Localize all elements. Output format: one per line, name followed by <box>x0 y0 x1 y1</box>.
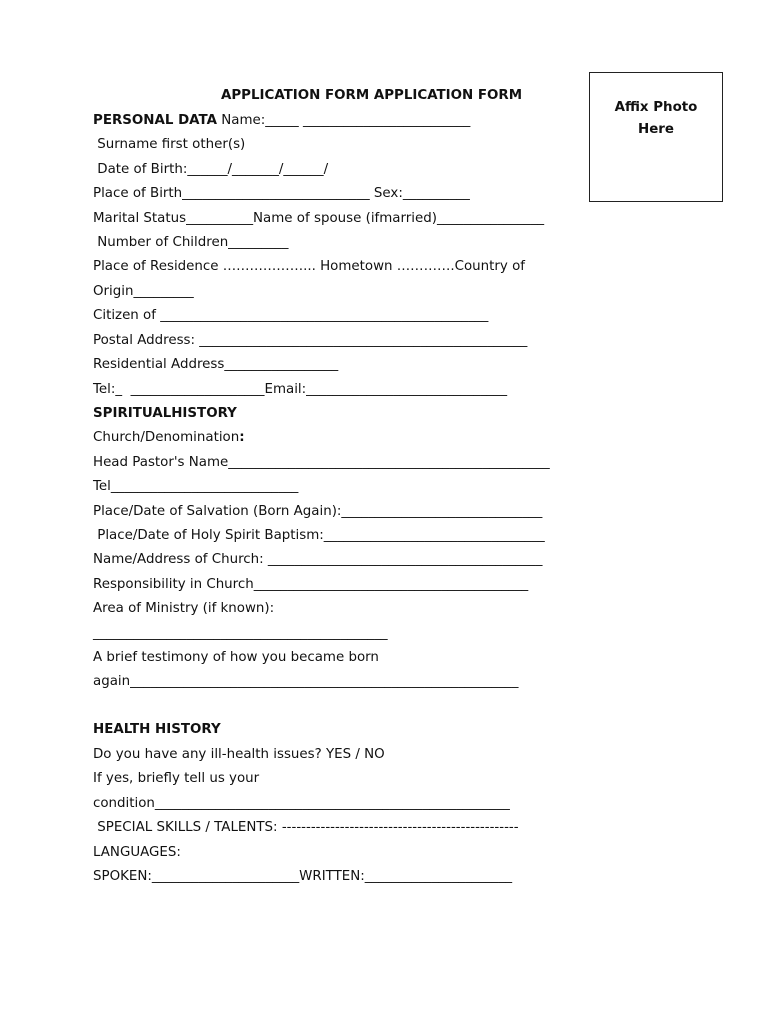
church-denomination-text: Church/Denomination <box>93 430 240 445</box>
name-field[interactable]: Name:_____ _________________________ <box>216 113 471 128</box>
marital-status-field[interactable]: Marital Status__________Name of spouse (ifmarried)________________ <box>93 211 545 226</box>
church-denomination-label <box>93 430 245 446</box>
residence-field[interactable]: Place of Residence ………………... Hometown ………….Country of <box>93 259 525 274</box>
citizen-field[interactable]: Citizen of _________________________________________________ <box>93 308 489 323</box>
area-of-ministry-label: Area of Ministry (if known): <box>93 601 275 616</box>
photo-box-label-line2: Here <box>638 122 674 137</box>
postal-address-field[interactable]: Postal Address: _________________________________________________ <box>93 333 528 348</box>
tel-email-field[interactable]: Tel:_ ____________________Email:______________________________ <box>93 382 508 397</box>
photo-box <box>589 72 723 202</box>
church-address-field[interactable]: Name/Address of Church: _________________________________________ <box>93 552 543 567</box>
dob-field[interactable]: Date of Birth:______/_______/______/ <box>93 162 329 177</box>
form-title: APPLICATION FORM APPLICATION FORM <box>221 88 523 103</box>
responsibility-field[interactable]: Responsibility in Church_________________________________________ <box>93 577 529 592</box>
pastor-tel-field[interactable]: Tel____________________________ <box>93 479 299 494</box>
head-pastor-field[interactable]: Head Pastor's Name________________________________________________ <box>93 455 550 470</box>
health-question: Do you have any ill-health issues? YES / NO <box>93 747 385 762</box>
photo-box-label-line1: Affix Photo <box>614 100 698 115</box>
condition-field[interactable]: condition_____________________________________________________ <box>93 796 510 811</box>
health-ifyes-label: If yes, briefly tell us your <box>93 771 260 786</box>
baptism-field[interactable]: Place/Date of Holy Spirit Baptism:_________________________________ <box>93 528 545 543</box>
spoken-written-field[interactable]: SPOKEN:______________________WRITTEN:______________________ <box>93 869 513 884</box>
area-of-ministry-field[interactable]: ____________________________________________ <box>93 626 388 641</box>
testimony-label: A brief testimony of how you became born <box>93 650 379 665</box>
number-of-children-field[interactable]: Number of Children_________ <box>93 235 289 250</box>
personal-data-row <box>93 113 470 129</box>
church-denomination-colon: : <box>239 430 245 445</box>
spiritual-history-heading: SPIRITUALHISTORY <box>93 406 237 421</box>
special-skills-field[interactable]: SPECIAL SKILLS / TALENTS: ------------------------------------------------- <box>93 820 519 835</box>
languages-heading: LANGUAGES: <box>93 845 181 860</box>
origin-field[interactable]: Origin_________ <box>93 284 194 299</box>
surname-field[interactable]: Surname first other(s) <box>93 137 246 152</box>
place-of-birth-sex-field[interactable]: Place of Birth____________________________ Sex:__________ <box>93 186 470 201</box>
testimony-field[interactable]: again__________________________________________________________ <box>93 674 519 689</box>
salvation-field[interactable]: Place/Date of Salvation (Born Again):______________________________ <box>93 504 543 519</box>
residential-address-field[interactable]: Residential Address_________________ <box>93 357 339 372</box>
personal-data-heading: PERSONAL DATA <box>93 113 217 128</box>
health-history-heading: HEALTH HISTORY <box>93 722 221 737</box>
